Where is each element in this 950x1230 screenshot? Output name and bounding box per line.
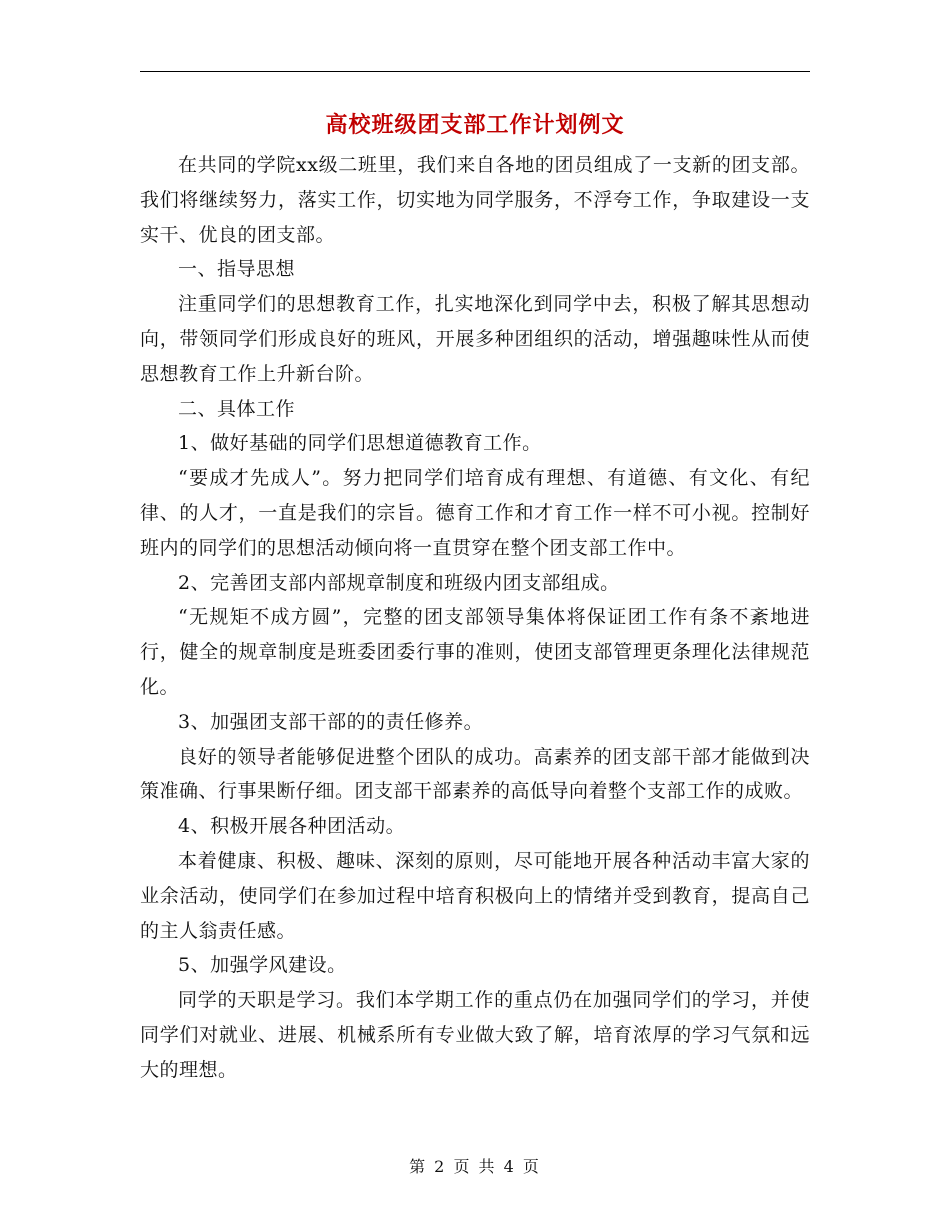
page-footer: 第 2 页 共 4 页 bbox=[409, 1157, 541, 1176]
heading-specific-work: 二、具体工作 bbox=[178, 397, 296, 420]
header-rule bbox=[140, 71, 810, 72]
paragraph-intro: 在共同的学院xx级二班里，我们来自各地的团员组成了一支新的团支部。我们将继续努力，落实工作，切实地为同学服务，不浮夸工作，争取建设一支实干、优良的团支部。 bbox=[140, 154, 810, 246]
paragraph-guiding-ideology: 注重同学们的思想教育工作，扎实地深化到同学中去，积极了解其思想动向，带领同学们形成良好的班风，开展多种团组织的活动，增强趣味性从而使思想教育工作上升新台阶。 bbox=[140, 293, 810, 385]
heading-guiding-ideology: 一、指导思想 bbox=[178, 258, 296, 281]
document-body bbox=[140, 148, 810, 1088]
item-5-paragraph: 同学的天职是学习。我们本学期工作的重点仍在加强同学们的学习，并使同学们对就业、进展、机械系所有专业做大致了解，培育浓厚的学习气氛和远大的理想。 bbox=[140, 989, 810, 1081]
item-2-paragraph: “无规矩不成方圆”，完整的团支部领导集体将保证团工作有条不紊地进行，健全的规章制度是班委团委行事的准则，使团支部管理更条理化法律规范化。 bbox=[140, 606, 810, 698]
item-4-heading: 4、积极开展各种团活动。 bbox=[178, 815, 406, 838]
item-3-paragraph: 良好的领导者能够促进整个团队的成功。高素养的团支部干部才能做到决策准确、行事果断仔细。团支部干部素养的高低导向着整个支部工作的成败。 bbox=[140, 745, 810, 803]
item-4-paragraph: 本着健康、积极、趣味、深刻的原则，尽可能地开展各种活动丰富大家的业余活动，使同学们在参加过程中培育积极向上的情绪并受到教育，提高自己的主人翁责任感。 bbox=[140, 849, 810, 942]
item-1-paragraph: “要成才先成人”。努力把同学们培育成有理想、有道德、有文化、有纪律、的人才，一直是我们的宗旨。德育工作和才育工作一样不可小视。控制好班内的同学们的思想活动倾向将一直贯穿在整个团支部工作中。 bbox=[140, 467, 810, 559]
item-2-heading: 2、完善团支部内部规章制度和班级内团支部组成。 bbox=[178, 571, 620, 594]
page-title: 高校班级团支部工作计划例文 bbox=[325, 112, 625, 138]
item-5-heading: 5、加强学风建设。 bbox=[178, 954, 347, 977]
item-1-heading: 1、做好基础的同学们思想道德教育工作。 bbox=[178, 432, 542, 455]
item-3-heading: 3、加强团支部干部的的责任修养。 bbox=[178, 710, 484, 733]
